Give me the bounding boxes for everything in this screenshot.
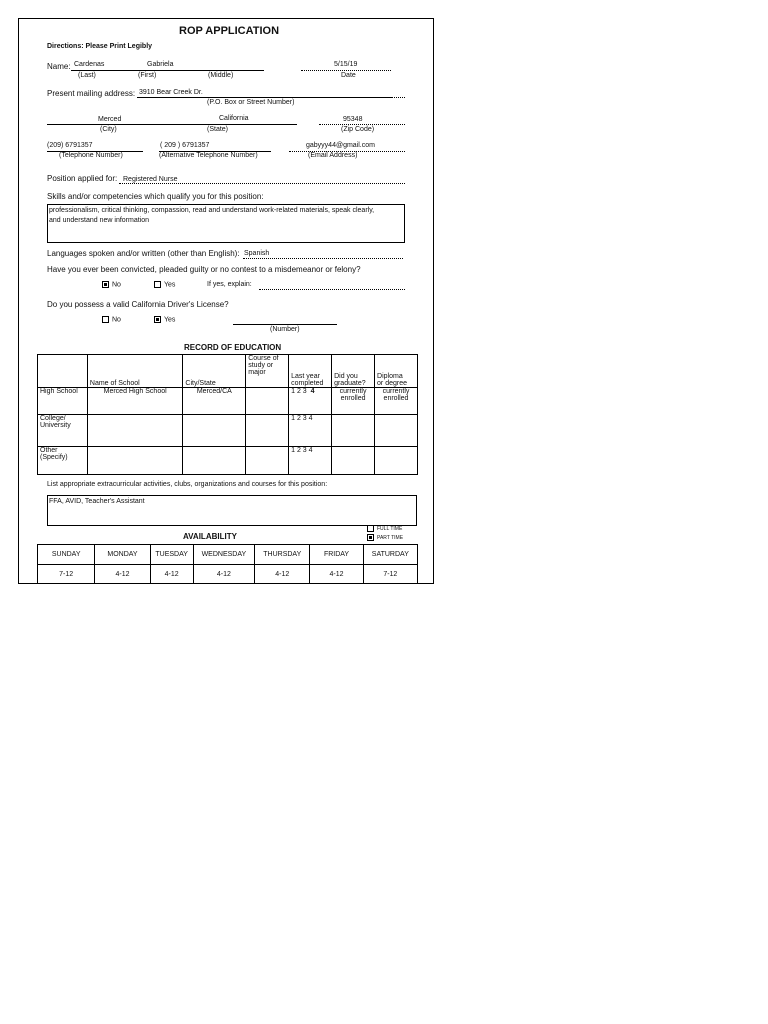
years-value: 1 2 3 4 xyxy=(291,415,313,422)
education-header-course xyxy=(246,355,289,388)
city-caption: (City) xyxy=(100,126,117,133)
application-form xyxy=(18,18,434,584)
license-question: Do you possess a valid California Driver's License? xyxy=(47,300,229,309)
graduate-cell[interactable] xyxy=(332,447,375,475)
education-row-high-school xyxy=(38,388,418,415)
convicted-no-label: No xyxy=(112,281,121,289)
date-line xyxy=(301,70,391,71)
full-time-checkbox[interactable] xyxy=(367,525,374,532)
school-name-cell[interactable] xyxy=(87,415,183,447)
graduate-value-2: enrolled xyxy=(340,395,366,402)
explain-line[interactable] xyxy=(259,289,405,290)
email-value[interactable]: gabyyy44@gmail.com xyxy=(306,142,375,149)
day-friday: FRIDAY xyxy=(310,545,363,565)
years-value: 1 2 3 4 xyxy=(291,447,313,454)
last-year-cell[interactable] xyxy=(289,447,332,475)
school-city-value: Merced/CA xyxy=(196,388,232,395)
row-type xyxy=(38,447,88,475)
position-value[interactable]: Registered Nurse xyxy=(123,176,178,183)
education-header-type xyxy=(38,355,88,388)
header-last-1: Last year xyxy=(291,373,320,380)
graduate-value-1: currently xyxy=(339,388,367,395)
middle-caption: (Middle) xyxy=(208,72,234,79)
course-cell[interactable] xyxy=(246,447,289,475)
activities-box[interactable] xyxy=(47,495,417,526)
hours-monday[interactable]: 4-12 xyxy=(95,565,150,584)
header-course-1: Course of xyxy=(248,355,279,362)
alt-phone-caption: (Alternative Telephone Number) xyxy=(159,152,258,159)
license-number-line[interactable] xyxy=(233,324,337,325)
hours-thursday[interactable]: 4-12 xyxy=(255,565,310,584)
header-dip-1: Diploma xyxy=(377,373,403,380)
full-time-option[interactable] xyxy=(367,525,402,532)
city-state-line xyxy=(47,124,297,125)
last-year-cell[interactable] xyxy=(289,415,332,447)
school-city-cell[interactable] xyxy=(183,415,246,447)
state-value[interactable]: California xyxy=(219,115,249,122)
day-monday: MONDAY xyxy=(95,545,150,565)
last-name-value[interactable]: Cardenas xyxy=(74,61,105,68)
name-label: Name: xyxy=(47,62,71,71)
full-time-label: FULL TIME xyxy=(377,525,403,532)
header-dip-2: or degree xyxy=(377,380,407,387)
zip-value[interactable]: 95348 xyxy=(343,116,363,123)
languages-value[interactable]: Spanish xyxy=(244,250,270,257)
convicted-yes-option[interactable] xyxy=(154,281,175,288)
activities-label: List appropriate extracurricular activities, clubs, organizations and courses for this position: xyxy=(47,481,328,488)
year-4-marked[interactable]: 4 xyxy=(310,388,315,395)
license-no-label: No xyxy=(112,316,121,324)
row-type-1: College/ xyxy=(40,415,66,422)
school-name-cell[interactable] xyxy=(87,447,183,475)
part-time-label: PART TIME xyxy=(377,534,404,541)
form-title: ROP APPLICATION xyxy=(179,25,280,37)
education-heading: RECORD OF EDUCATION xyxy=(184,343,282,352)
skills-line-1: professionalism, critical thinking, compassion, read and understand work-related materials, speak clearly, xyxy=(49,207,375,214)
education-header-diploma xyxy=(375,355,418,388)
address-value[interactable]: 3910 Bear Creek Dr. xyxy=(139,89,203,96)
date-value[interactable]: 5/15/19 xyxy=(334,61,358,68)
state-caption: (State) xyxy=(207,126,229,133)
license-yes-option[interactable] xyxy=(154,316,175,323)
skills-box[interactable] xyxy=(47,204,405,243)
course-cell[interactable] xyxy=(246,415,289,447)
position-label: Position applied for: xyxy=(47,174,118,183)
day-saturday: SATURDAY xyxy=(363,545,417,565)
part-time-checkbox[interactable] xyxy=(367,534,374,541)
address-label: Present mailing address: xyxy=(47,89,136,98)
school-name-cell[interactable] xyxy=(87,388,183,415)
header-grad-2: graduate? xyxy=(334,380,366,387)
diploma-value-1: currently xyxy=(382,388,410,395)
part-time-option[interactable] xyxy=(367,534,403,541)
hours-friday[interactable]: 4-12 xyxy=(310,565,363,584)
hours-sunday[interactable]: 7-12 xyxy=(38,565,95,584)
diploma-cell[interactable] xyxy=(375,388,418,415)
hours-saturday[interactable]: 7-12 xyxy=(363,565,417,584)
day-sunday: SUNDAY xyxy=(38,545,95,565)
directions: Directions: Please Print Legibly xyxy=(47,43,153,50)
availability-days-row xyxy=(38,545,418,565)
row-type-1: Other xyxy=(40,447,58,454)
diploma-value-2: enrolled xyxy=(383,395,409,402)
header-last-2: completed xyxy=(291,380,324,387)
header-course-3: major xyxy=(248,369,266,376)
education-table xyxy=(37,354,418,475)
graduate-cell[interactable] xyxy=(332,415,375,447)
languages-line xyxy=(243,258,403,259)
education-row-other xyxy=(38,447,418,475)
name-line xyxy=(71,70,264,71)
diploma-cell[interactable] xyxy=(375,415,418,447)
education-row-college xyxy=(38,415,418,447)
zip-line xyxy=(319,124,405,125)
row-type xyxy=(38,388,88,415)
header-grad-1: Did you xyxy=(334,373,358,380)
license-yes-label: Yes xyxy=(164,316,176,324)
address-line-end xyxy=(391,97,405,98)
email-caption: (Email Address) xyxy=(308,152,358,159)
address-line xyxy=(137,97,391,98)
first-caption: (First) xyxy=(138,72,157,79)
skills-label: Skills and/or competencies which qualify you for this position: xyxy=(47,192,264,201)
alt-phone-value[interactable]: ( 209 ) 6791357 xyxy=(160,142,210,149)
availability-hours-row xyxy=(38,565,418,584)
row-type-2: University xyxy=(40,422,71,429)
hours-tuesday[interactable]: 4-12 xyxy=(150,565,193,584)
education-header-city xyxy=(183,355,246,388)
school-name-value: Merced High School xyxy=(103,388,167,395)
phone-value[interactable]: (209) 6791357 xyxy=(47,142,93,149)
day-thursday: THURSDAY xyxy=(255,545,310,565)
explain-label: If yes, explain: xyxy=(207,281,252,288)
phone-caption: (Telephone Number) xyxy=(59,152,123,159)
license-number-caption: (Number) xyxy=(270,326,300,333)
address-caption: (P.O. Box or Street Number) xyxy=(207,99,295,106)
day-wednesday: WEDNESDAY xyxy=(193,545,254,565)
convicted-question: Have you ever been convicted, pleaded guilty or no contest to a misdemeanor or felony? xyxy=(47,265,361,274)
position-line xyxy=(119,183,405,184)
convicted-yes-label: Yes xyxy=(164,281,176,289)
languages-label: Languages spoken and/or written (other than English): xyxy=(47,249,240,258)
convicted-no-checkbox[interactable] xyxy=(102,281,109,288)
course-cell[interactable] xyxy=(246,388,289,415)
diploma-cell[interactable] xyxy=(375,447,418,475)
education-header-last xyxy=(289,355,332,388)
convicted-no-option[interactable] xyxy=(102,281,121,288)
zip-caption: (Zip Code) xyxy=(341,126,375,133)
last-caption: (Last) xyxy=(78,72,96,79)
hours-wednesday[interactable]: 4-12 xyxy=(193,565,254,584)
header-name-text: Name of School xyxy=(89,380,140,387)
school-city-cell[interactable] xyxy=(183,388,246,415)
school-city-cell[interactable] xyxy=(183,447,246,475)
header-city-text: City/State xyxy=(185,380,216,387)
row-type-1: High School xyxy=(40,388,78,395)
header-course-2: study or xyxy=(248,362,274,369)
last-year-cell[interactable] xyxy=(289,388,332,415)
years-value: 1 2 3 xyxy=(291,388,307,395)
first-name-value[interactable]: Gabriela xyxy=(147,61,174,68)
education-header-grad xyxy=(332,355,375,388)
convicted-yes-checkbox[interactable] xyxy=(154,281,161,288)
day-tuesday: TUESDAY xyxy=(150,545,193,565)
license-yes-checkbox[interactable] xyxy=(154,316,161,323)
license-no-option[interactable] xyxy=(102,316,121,323)
education-header-name xyxy=(87,355,183,388)
activities-value: FFA, AVID, Teacher's Assistant xyxy=(49,498,145,505)
row-type-2: (Specify) xyxy=(40,454,68,461)
date-caption: Date xyxy=(341,72,356,79)
city-value[interactable]: Merced xyxy=(98,116,122,123)
license-no-checkbox[interactable] xyxy=(102,316,109,323)
graduate-cell[interactable] xyxy=(332,388,375,415)
availability-table xyxy=(37,544,418,584)
availability-heading: AVAILABILITY xyxy=(183,532,237,541)
skills-line-2: and understand new information xyxy=(49,217,150,224)
row-type xyxy=(38,415,88,447)
